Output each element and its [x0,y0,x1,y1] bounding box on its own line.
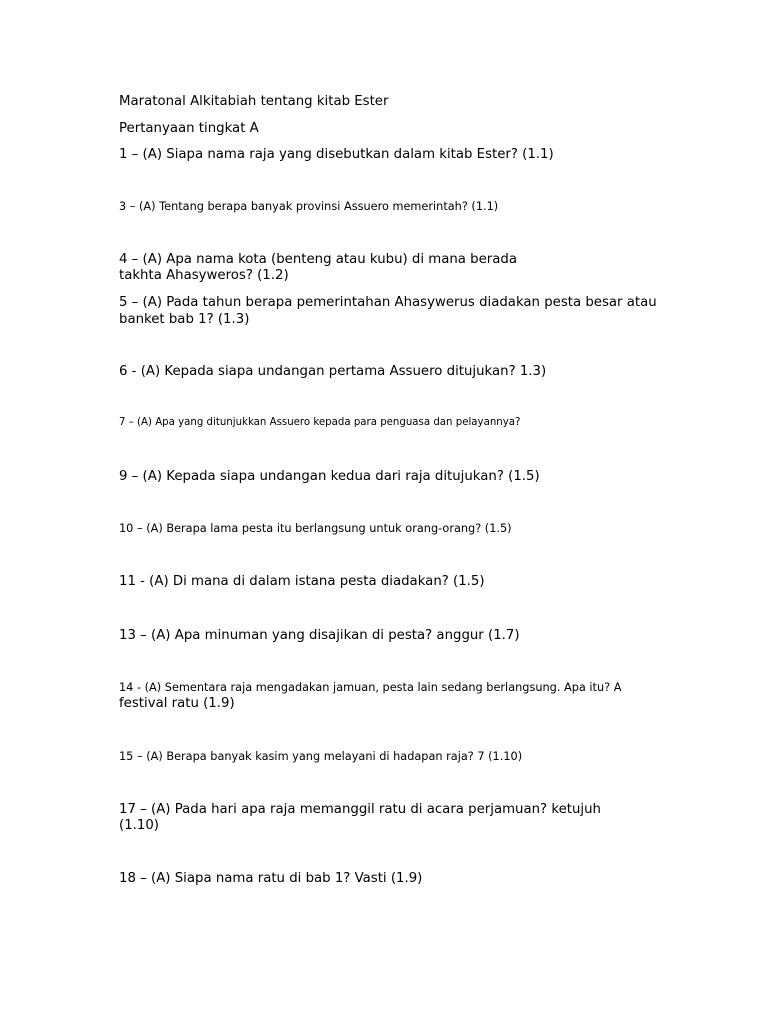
question-18: 18 – (A) Siapa nama ratu di bab 1? Vasti (1.9) [119,871,423,886]
question-1: 1 – (A) Siapa nama raja yang disebutkan dalam kitab Ester? (1.1) [119,147,554,162]
section-heading: Pertanyaan tingkat A [119,121,259,136]
question-14-line-1: 14 - (A) Sementara raja mengadakan jamuan, pesta lain sedang berlangsung. Apa itu? A [119,681,622,694]
question-10: 10 – (A) Berapa lama pesta itu berlangsung untuk orang-orang? (1.5) [119,522,512,535]
question-13: 13 – (A) Apa minuman yang disajikan di pesta? anggur (1.7) [119,628,520,643]
question-9: 9 – (A) Kepada siapa undangan kedua dari raja ditujukan? (1.5) [119,469,540,484]
question-17-line-2: (1.10) [119,818,159,833]
question-17-line-1: 17 – (A) Pada hari apa raja memanggil ratu di acara perjamuan? ketujuh [119,802,601,817]
question-7: 7 – (A) Apa yang ditunjukkan Assuero kepada para penguasa dan pelayannya? [119,417,521,428]
question-6: 6 - (A) Kepada siapa undangan pertama Assuero ditujukan? 1.3) [119,364,547,379]
question-15: 15 – (A) Berapa banyak kasim yang melayani di hadapan raja? 7 (1.10) [119,750,523,763]
question-3: 3 – (A) Tentang berapa banyak provinsi Assuero memerintah? (1.1) [119,200,499,213]
question-4-line-1: 4 – (A) Apa nama kota (benteng atau kubu) di mana berada [119,252,518,267]
document-title: Maratonal Alkitabiah tentang kitab Ester [119,94,389,109]
question-11: 11 - (A) Di mana di dalam istana pesta diadakan? (1.5) [119,574,485,589]
question-5-line-1: 5 – (A) Pada tahun berapa pemerintahan Ahasywerus diadakan pesta besar atau [119,295,657,310]
question-4-line-2: takhta Ahasyweros? (1.2) [119,268,289,283]
question-5-line-2: banket bab 1? (1.3) [119,312,250,327]
question-14-line-2: festival ratu (1.9) [119,696,235,711]
